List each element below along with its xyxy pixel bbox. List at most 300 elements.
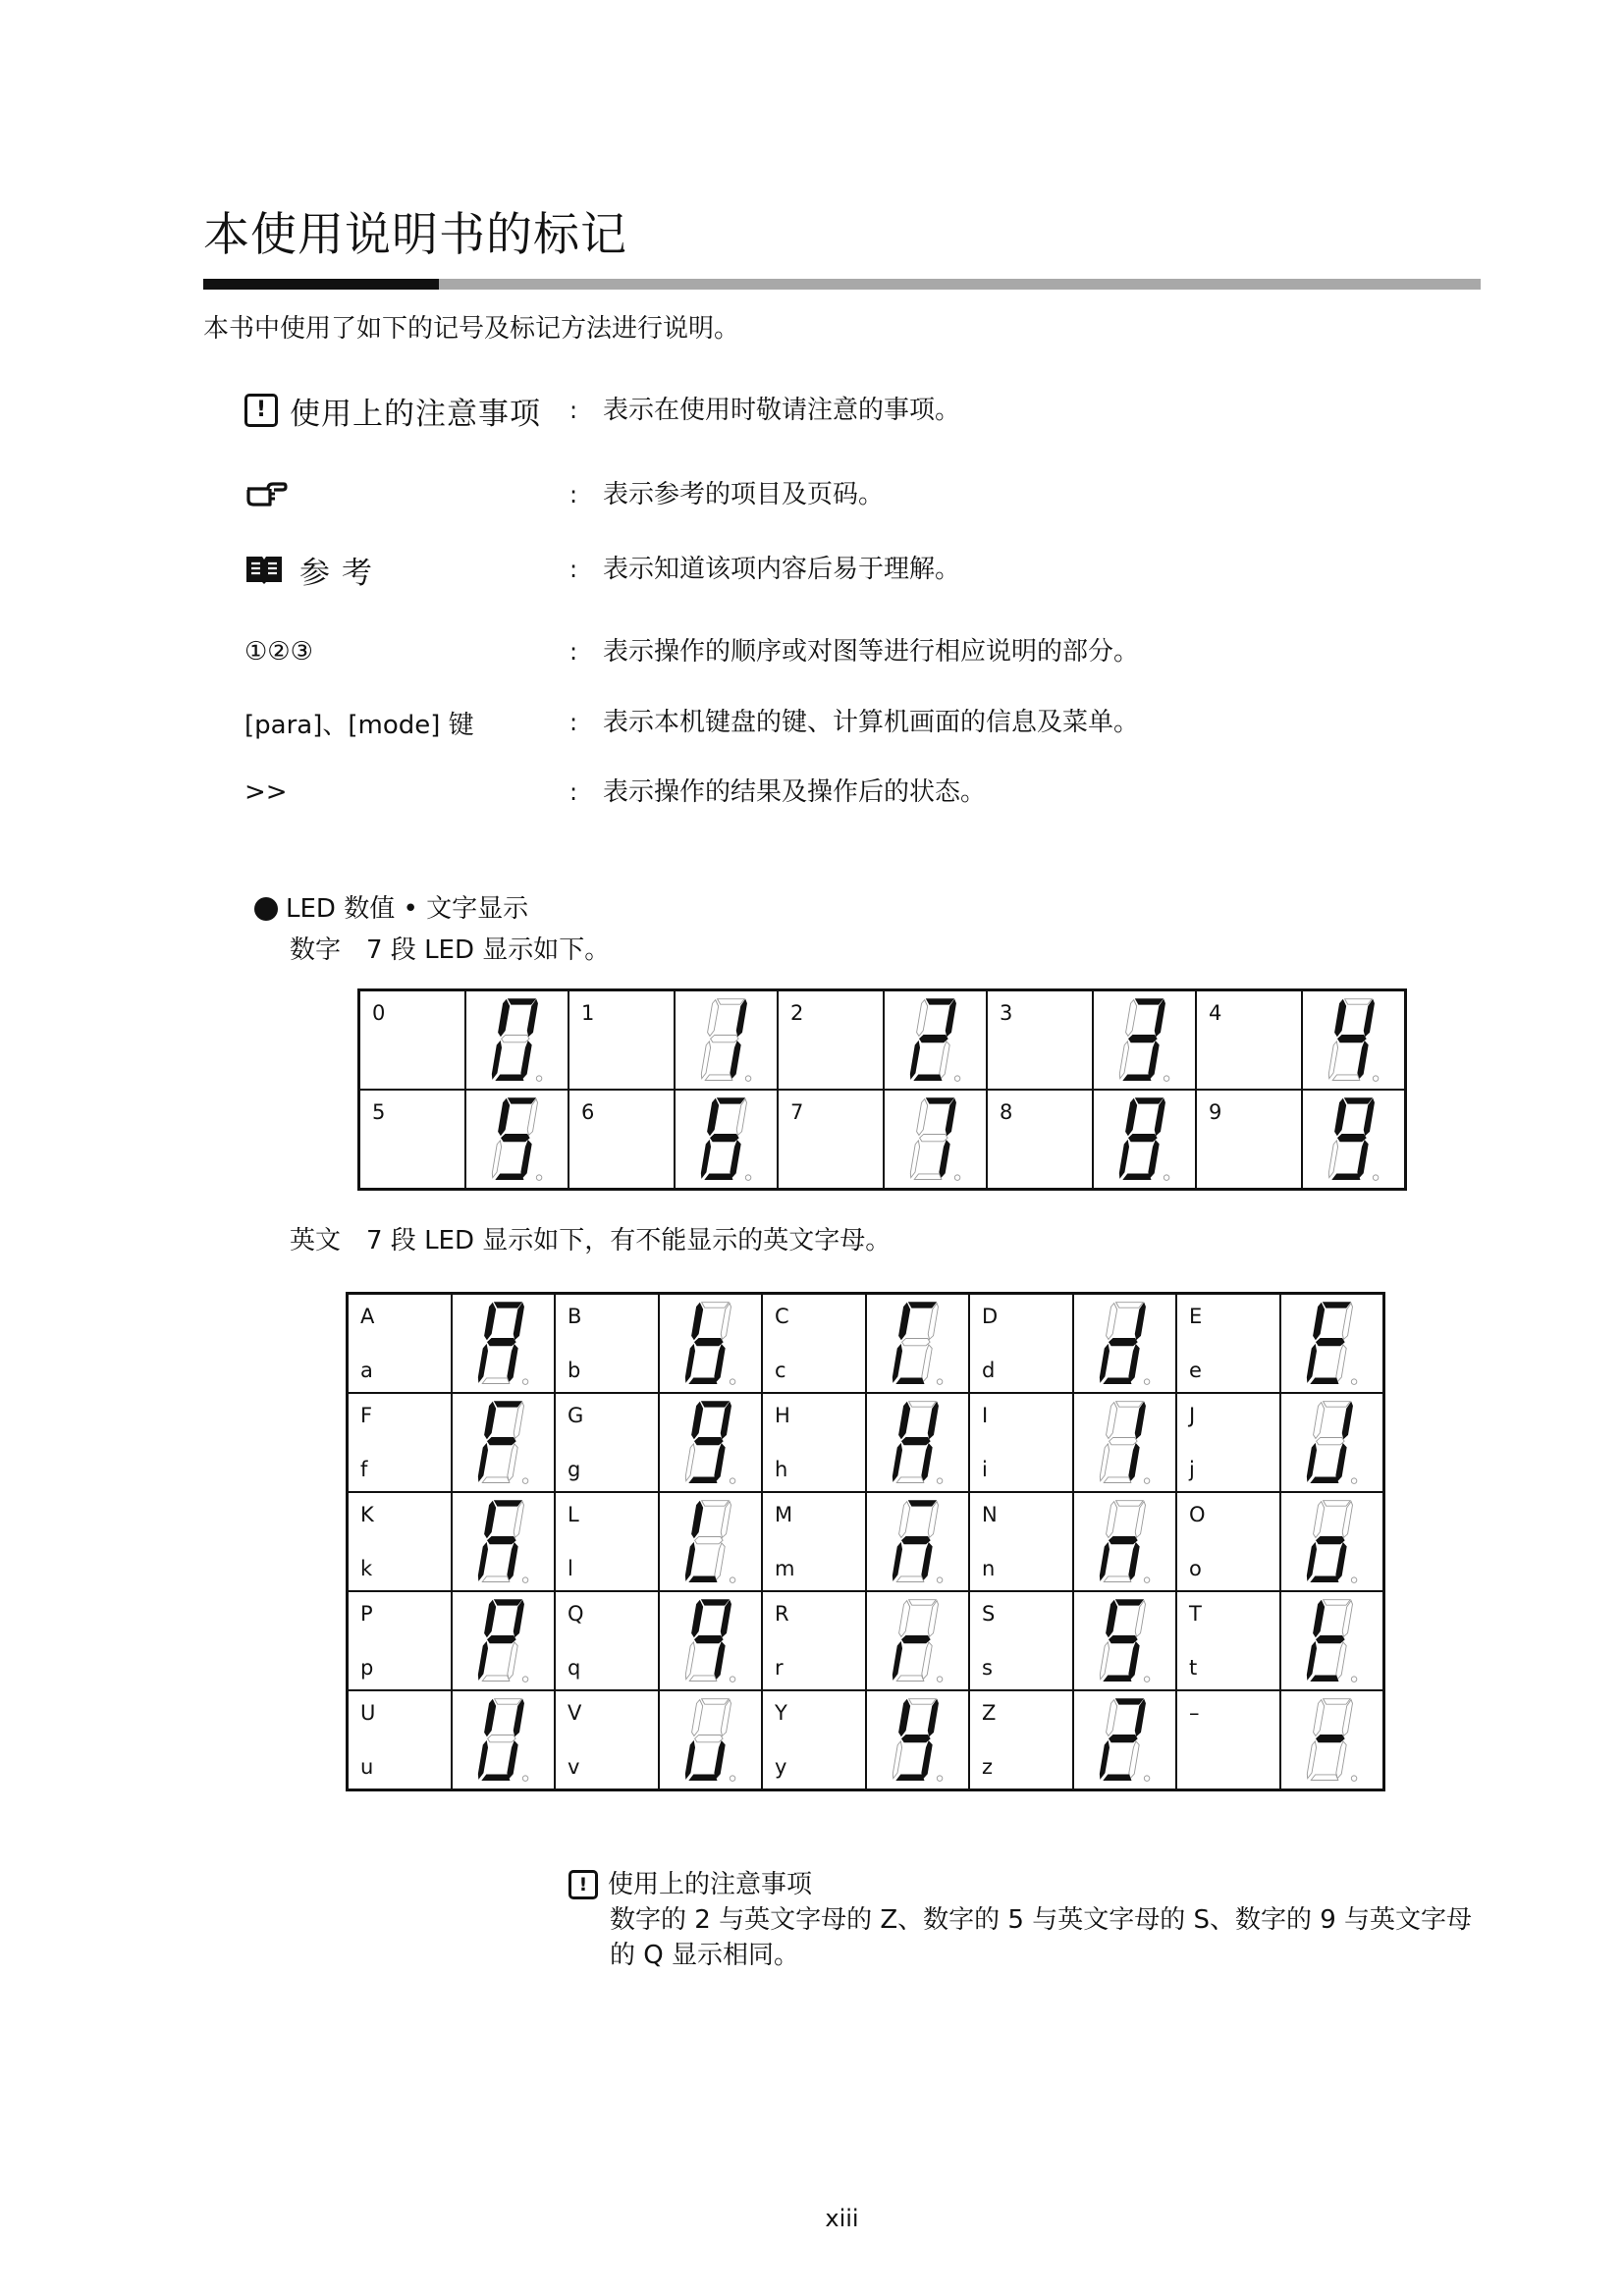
digits-row <box>359 990 1406 1091</box>
letters-row <box>348 1690 1384 1790</box>
letter-label-cell <box>348 1393 453 1492</box>
segment-a-on <box>494 1401 521 1407</box>
segment-d-off <box>1332 1074 1360 1080</box>
segment-d-off <box>914 1173 942 1179</box>
letter-led-cell <box>1073 1492 1176 1591</box>
segment-e-off <box>1306 1740 1316 1778</box>
digit-led-cell <box>1093 1090 1196 1190</box>
segment-a-off <box>494 1698 521 1704</box>
seven-segment-glyph <box>680 1497 741 1587</box>
segment-f-on <box>1313 1303 1325 1339</box>
digit-led-cell <box>675 990 778 1091</box>
digits-row <box>359 1090 1406 1190</box>
digit-led-cell <box>884 1090 987 1190</box>
segment-e-on <box>892 1542 901 1579</box>
decimal-point-off <box>522 1775 528 1781</box>
segment-c-off <box>507 1443 517 1480</box>
segment-g-on <box>1316 1536 1344 1543</box>
decimal-point-off <box>1351 1477 1357 1483</box>
digit-label: 3 <box>1000 1001 1013 1025</box>
letter-label-cell <box>555 1591 659 1690</box>
segment-d-on <box>1311 1675 1338 1681</box>
letter-label-cell <box>555 1393 659 1492</box>
digit-label-cell <box>568 990 675 1091</box>
segment-e-on <box>700 1140 710 1177</box>
segment-c-off <box>921 1344 932 1381</box>
decimal-point-off <box>730 1775 735 1781</box>
segment-f-off <box>707 999 719 1036</box>
decimal-point-off <box>536 1075 542 1081</box>
letter-lower-label: c <box>775 1359 786 1382</box>
segment-e-on <box>1099 1740 1109 1778</box>
letter-led-cell <box>866 1393 969 1492</box>
segment-e-on <box>892 1344 901 1381</box>
segment-f-on <box>484 1501 496 1537</box>
segment-d-on <box>689 1377 717 1383</box>
letter-lower-label: e <box>1189 1359 1202 1382</box>
segment-a-off <box>908 1599 936 1605</box>
segment-f-on <box>1313 1600 1325 1636</box>
segment-b-on <box>1154 999 1164 1036</box>
digit-label-cell <box>1196 1090 1302 1190</box>
segment-b-off <box>526 1098 537 1135</box>
letter-upper-label: J <box>1189 1404 1196 1427</box>
segment-c-off <box>1335 1344 1346 1381</box>
segment-c-off <box>714 1542 725 1579</box>
decimal-point-off <box>1144 1378 1150 1384</box>
decimal-point-off <box>937 1676 943 1682</box>
segment-b-on <box>1363 999 1374 1036</box>
segment-d-off <box>896 1476 924 1482</box>
letter-label-cell <box>969 1393 1073 1492</box>
letter-upper-label: M <box>775 1503 793 1526</box>
segment-b-on <box>927 1402 938 1438</box>
segment-f-off <box>1313 1501 1325 1537</box>
segment-e-off <box>491 1140 501 1177</box>
segment-f-on <box>484 1600 496 1636</box>
letter-lower-label: n <box>982 1557 996 1580</box>
seven-segment-glyph <box>1302 1497 1363 1587</box>
segment-e-on <box>892 1641 901 1679</box>
seven-segment-glyph <box>1302 1695 1363 1786</box>
segment-a-on <box>908 1500 936 1506</box>
caution-note-text: 数字的 2 与英文字母的 Z、数字的 5 与英文字母的 S、数字的 9 与英文字母的 Q 显示相同。 <box>610 1905 1473 1970</box>
segment-e-off <box>700 1041 710 1078</box>
letter-led-cell <box>659 1492 762 1591</box>
segment-g-on <box>1128 1035 1157 1041</box>
letter-led-cell <box>866 1294 969 1394</box>
segment-e-off <box>684 1641 694 1679</box>
digit-label: 1 <box>581 1001 595 1025</box>
segment-a-off <box>1323 1500 1350 1506</box>
segment-a-on <box>494 1500 521 1506</box>
segment-d-on <box>1104 1675 1131 1681</box>
segment-a-on <box>701 1599 729 1605</box>
digits-caption: 数字 7 段 LED 显示如下。 <box>290 935 611 965</box>
letter-label-cell <box>555 1690 659 1790</box>
segment-a-off <box>701 1698 729 1704</box>
digit-label-cell <box>987 990 1093 1091</box>
seven-segment-glyph <box>473 1299 534 1389</box>
segment-c-on <box>1335 1443 1346 1480</box>
segment-c-on <box>939 1140 949 1177</box>
segment-d-on <box>1104 1377 1131 1383</box>
letter-label-cell <box>762 1393 866 1492</box>
segment-a-on <box>1323 1302 1350 1308</box>
segment-a-off <box>701 1302 729 1308</box>
segment-a-on <box>1135 998 1163 1004</box>
segment-d-on <box>705 1173 732 1179</box>
letter-led-cell <box>866 1690 969 1790</box>
segment-b-off <box>1341 1600 1352 1636</box>
segment-g-off <box>1316 1437 1344 1444</box>
letter-led-cell <box>1280 1690 1384 1790</box>
page-number: xiii <box>825 2205 859 2232</box>
segment-d-off <box>482 1575 510 1581</box>
segment-b-on <box>720 1402 731 1438</box>
digit-label-cell <box>778 1090 884 1190</box>
seven-segment-glyph <box>696 1095 757 1185</box>
segment-a-on <box>494 1599 521 1605</box>
legend-symbol-label: 使用上的注意事项 <box>290 396 541 432</box>
title-underline <box>203 279 1481 290</box>
segment-a-on <box>701 1401 729 1407</box>
letter-lower-label: l <box>568 1557 573 1580</box>
legend-symbol <box>244 548 373 591</box>
legend-row-result <box>0 771 1624 814</box>
digit-label: 9 <box>1209 1100 1222 1124</box>
digit-label: 8 <box>1000 1100 1013 1124</box>
segment-d-on <box>1311 1377 1338 1383</box>
legend-colon: : <box>569 638 578 666</box>
decimal-point-off <box>1144 1775 1150 1781</box>
segment-f-off <box>916 999 928 1036</box>
letter-label-cell <box>1176 1690 1280 1790</box>
segment-d-on <box>1123 1173 1151 1179</box>
segment-a-off <box>1115 1401 1143 1407</box>
segment-c-on <box>714 1641 725 1679</box>
segment-e-off <box>1327 1041 1337 1078</box>
digit-label-cell <box>1196 990 1302 1091</box>
segment-g-off <box>694 1735 723 1741</box>
warning-box-icon: ! <box>244 394 278 427</box>
segment-c-off <box>507 1641 517 1679</box>
segment-g-on <box>1109 1735 1137 1741</box>
segment-b-on <box>1134 1699 1145 1735</box>
segment-g-on <box>901 1635 930 1642</box>
legend-description: 表示在使用时敬请注意的事项。 <box>603 396 961 425</box>
segment-c-on <box>1128 1542 1139 1579</box>
digit-label-cell <box>359 1090 466 1190</box>
segment-f-off <box>1313 1699 1325 1735</box>
segment-a-on <box>717 1097 744 1103</box>
segment-g-on <box>1128 1134 1157 1141</box>
segment-d-off <box>896 1575 924 1581</box>
segment-b-off <box>513 1501 523 1537</box>
letter-upper-label: P <box>360 1602 373 1626</box>
segment-f-off <box>1313 1402 1325 1438</box>
letter-upper-label: D <box>982 1305 999 1328</box>
segment-a-off <box>1323 1698 1350 1704</box>
letter-lower-label: g <box>568 1458 581 1481</box>
segment-e-off <box>1099 1641 1109 1679</box>
open-book-icon <box>244 553 284 586</box>
segment-d-on <box>496 1074 523 1080</box>
segment-e-off <box>909 1140 919 1177</box>
letter-upper-label: H <box>775 1404 790 1427</box>
letter-lower-label: u <box>360 1755 374 1779</box>
segment-g-on <box>1316 1735 1344 1741</box>
segment-f-off <box>1106 1501 1117 1537</box>
led-section-heading <box>254 891 528 927</box>
seven-segment-glyph <box>888 1398 948 1488</box>
digit-label: 7 <box>790 1100 804 1124</box>
segment-a-off <box>1323 1599 1350 1605</box>
letter-upper-label: I <box>982 1404 989 1427</box>
seven-segment-glyph <box>473 1398 534 1488</box>
digit-led-cell <box>1302 1090 1406 1190</box>
segment-c-on <box>714 1443 725 1480</box>
segment-b-on <box>513 1303 523 1339</box>
segment-e-on <box>1118 1140 1128 1177</box>
segment-g-on <box>487 1536 515 1543</box>
seven-segment-glyph <box>1114 1095 1175 1185</box>
decimal-point-off <box>745 1075 751 1081</box>
segment-g-on <box>487 1338 515 1345</box>
letter-lower-label: o <box>1189 1557 1202 1580</box>
letters-row <box>348 1393 1384 1492</box>
letter-upper-label: K <box>360 1503 374 1526</box>
letter-led-cell <box>452 1393 555 1492</box>
letter-lower-label: r <box>775 1656 784 1680</box>
seven-segment-glyph <box>487 1095 548 1185</box>
segment-g-on <box>501 1134 529 1141</box>
decimal-point-off <box>954 1174 960 1180</box>
letter-upper-label: E <box>1189 1305 1203 1328</box>
seven-segment-glyph <box>1095 1596 1156 1686</box>
segment-b-off <box>927 1303 938 1339</box>
segment-d-on <box>482 1774 510 1780</box>
seven-segment-glyph <box>888 1695 948 1786</box>
letter-upper-label: T <box>1189 1602 1202 1626</box>
segment-c-on <box>507 1344 517 1381</box>
letter-led-cell <box>659 1393 762 1492</box>
segment-b-on <box>927 1699 938 1735</box>
segment-g-off <box>919 1134 947 1141</box>
segment-e-on <box>1306 1641 1316 1679</box>
segment-g-on <box>1109 1536 1137 1543</box>
segment-e-on <box>1099 1344 1109 1381</box>
legend-symbol: ①②③ <box>244 637 313 667</box>
decimal-point-off <box>1144 1676 1150 1682</box>
digits-led-table <box>357 988 1407 1191</box>
letter-led-cell <box>452 1690 555 1790</box>
letter-label-cell <box>969 1294 1073 1394</box>
segment-g-off <box>901 1338 930 1345</box>
segment-c-on <box>730 1041 740 1078</box>
segment-g-off <box>694 1536 723 1543</box>
letter-led-cell <box>1280 1492 1384 1591</box>
legend-symbol <box>244 389 541 432</box>
segment-b-on <box>1363 1098 1374 1135</box>
segment-e-on <box>477 1740 487 1778</box>
decimal-point-off <box>745 1174 751 1180</box>
letter-lower-label: a <box>360 1359 373 1382</box>
segment-b-off <box>927 1501 938 1537</box>
segment-b-on <box>1341 1402 1352 1438</box>
letters-row <box>348 1591 1384 1690</box>
segment-d-on <box>1311 1476 1338 1482</box>
decimal-point-off <box>536 1174 542 1180</box>
segment-f-off <box>1106 1699 1117 1735</box>
letters-row <box>348 1492 1384 1591</box>
segment-f-on <box>691 1303 703 1339</box>
segment-a-off <box>701 1500 729 1506</box>
decimal-point-off <box>1351 1576 1357 1582</box>
decimal-point-off <box>1373 1174 1379 1180</box>
segment-b-on <box>1134 1402 1145 1438</box>
letter-label-cell <box>969 1690 1073 1790</box>
letter-upper-label: L <box>568 1503 579 1526</box>
letter-led-cell <box>1073 1591 1176 1690</box>
decimal-point-off <box>522 1576 528 1582</box>
seven-segment-glyph <box>1302 1398 1363 1488</box>
page-title: 本使用说明书的标记 <box>203 208 627 262</box>
segment-e-on <box>1099 1542 1109 1579</box>
letter-label-cell <box>969 1492 1073 1591</box>
seven-segment-glyph <box>473 1596 534 1686</box>
segment-b-on <box>513 1699 523 1735</box>
decimal-point-off <box>730 1676 735 1682</box>
digit-label: 5 <box>372 1100 386 1124</box>
segment-c-on <box>921 1443 932 1480</box>
digit-led-cell <box>1093 990 1196 1091</box>
warning-box-icon: ! <box>568 1870 598 1899</box>
segment-b-off <box>513 1402 523 1438</box>
decimal-point-off <box>954 1075 960 1081</box>
digit-label-cell <box>359 990 466 1091</box>
seven-segment-glyph <box>1095 1398 1156 1488</box>
seven-segment-glyph <box>905 995 966 1086</box>
segment-d-on <box>496 1173 523 1179</box>
segment-f-off <box>898 1600 910 1636</box>
segment-d-on <box>1332 1173 1360 1179</box>
segment-g-on <box>901 1437 930 1444</box>
segment-g-on <box>487 1635 515 1642</box>
decimal-point-off <box>1164 1075 1169 1081</box>
segment-g-on <box>710 1134 738 1141</box>
segment-b-off <box>720 1303 731 1339</box>
segment-e-on <box>477 1641 487 1679</box>
segment-a-off <box>908 1698 936 1704</box>
seven-segment-glyph <box>1114 995 1175 1086</box>
bullet-dot-icon <box>254 897 278 921</box>
letter-upper-label: F <box>360 1404 373 1427</box>
letter-led-cell <box>1073 1294 1176 1394</box>
legend-symbol <box>244 473 288 516</box>
letter-lower-label: m <box>775 1557 795 1580</box>
segment-g-off <box>487 1735 515 1741</box>
segment-g-on <box>694 1437 723 1444</box>
letter-label-cell <box>969 1591 1073 1690</box>
segment-e-off <box>892 1740 901 1778</box>
segment-c-on <box>1128 1344 1139 1381</box>
decimal-point-off <box>937 1576 943 1582</box>
segment-e-on <box>491 1041 501 1078</box>
seven-segment-glyph <box>680 1299 741 1389</box>
segment-g-on <box>1316 1635 1344 1642</box>
digit-label: 2 <box>790 1001 804 1025</box>
seven-segment-glyph <box>1324 1095 1384 1185</box>
segment-g-on <box>487 1437 515 1444</box>
seven-segment-glyph <box>888 1299 948 1389</box>
seven-segment-glyph <box>680 1398 741 1488</box>
seven-segment-glyph <box>473 1497 534 1587</box>
segment-c-on <box>507 1542 517 1579</box>
letter-led-cell <box>866 1591 969 1690</box>
digit-label: 0 <box>372 1001 386 1025</box>
segment-b-off <box>720 1699 731 1735</box>
legend-symbol: >> <box>244 777 288 807</box>
segment-f-on <box>898 1699 910 1735</box>
segment-a-on <box>508 1097 535 1103</box>
segment-d-off <box>689 1675 717 1681</box>
letter-led-cell <box>659 1591 762 1690</box>
segment-c-off <box>1335 1740 1346 1778</box>
legend-row-keys <box>0 701 1624 744</box>
decimal-point-off <box>937 1378 943 1384</box>
seven-segment-glyph <box>473 1695 534 1786</box>
segment-e-off <box>1327 1140 1337 1177</box>
digit-led-cell <box>1302 990 1406 1091</box>
segment-c-on <box>1148 1041 1159 1078</box>
legend-description: 表示操作的顺序或对图等进行相应说明的部分。 <box>603 637 1140 667</box>
segment-e-on <box>892 1443 901 1480</box>
letter-lower-label: s <box>982 1656 993 1680</box>
letter-label-cell <box>348 1690 453 1790</box>
segment-c-on <box>1128 1641 1139 1679</box>
decimal-point-off <box>1144 1576 1150 1582</box>
seven-segment-glyph <box>680 1695 741 1786</box>
letter-led-cell <box>866 1492 969 1591</box>
letters-led-table <box>346 1292 1385 1791</box>
letter-lower-label: i <box>982 1458 988 1481</box>
segment-c-on <box>1335 1542 1346 1579</box>
letter-lower-label: y <box>775 1755 787 1779</box>
decimal-point-off <box>1144 1477 1150 1483</box>
legend-symbol-label: 参 考 <box>299 555 373 591</box>
letter-label-cell <box>555 1492 659 1591</box>
caution-note <box>568 1867 1491 1973</box>
segment-a-off <box>908 1401 936 1407</box>
letter-lower-label: h <box>775 1458 788 1481</box>
letter-label-cell <box>348 1591 453 1690</box>
legend-colon: : <box>569 778 578 806</box>
letter-upper-label: N <box>982 1503 998 1526</box>
segment-b-on <box>1134 1303 1145 1339</box>
seven-segment-glyph <box>905 1095 966 1185</box>
seven-segment-glyph <box>1095 1299 1156 1389</box>
segment-g-on <box>1316 1338 1344 1345</box>
decimal-point-off <box>937 1775 943 1781</box>
segment-b-on <box>513 1600 523 1636</box>
segment-b-on <box>945 1098 955 1135</box>
segment-c-on <box>1357 1140 1368 1177</box>
segment-g-on <box>1109 1635 1137 1642</box>
letter-lower-label: k <box>360 1557 373 1580</box>
segment-e-on <box>1306 1443 1316 1480</box>
segment-g-off <box>1109 1437 1137 1444</box>
